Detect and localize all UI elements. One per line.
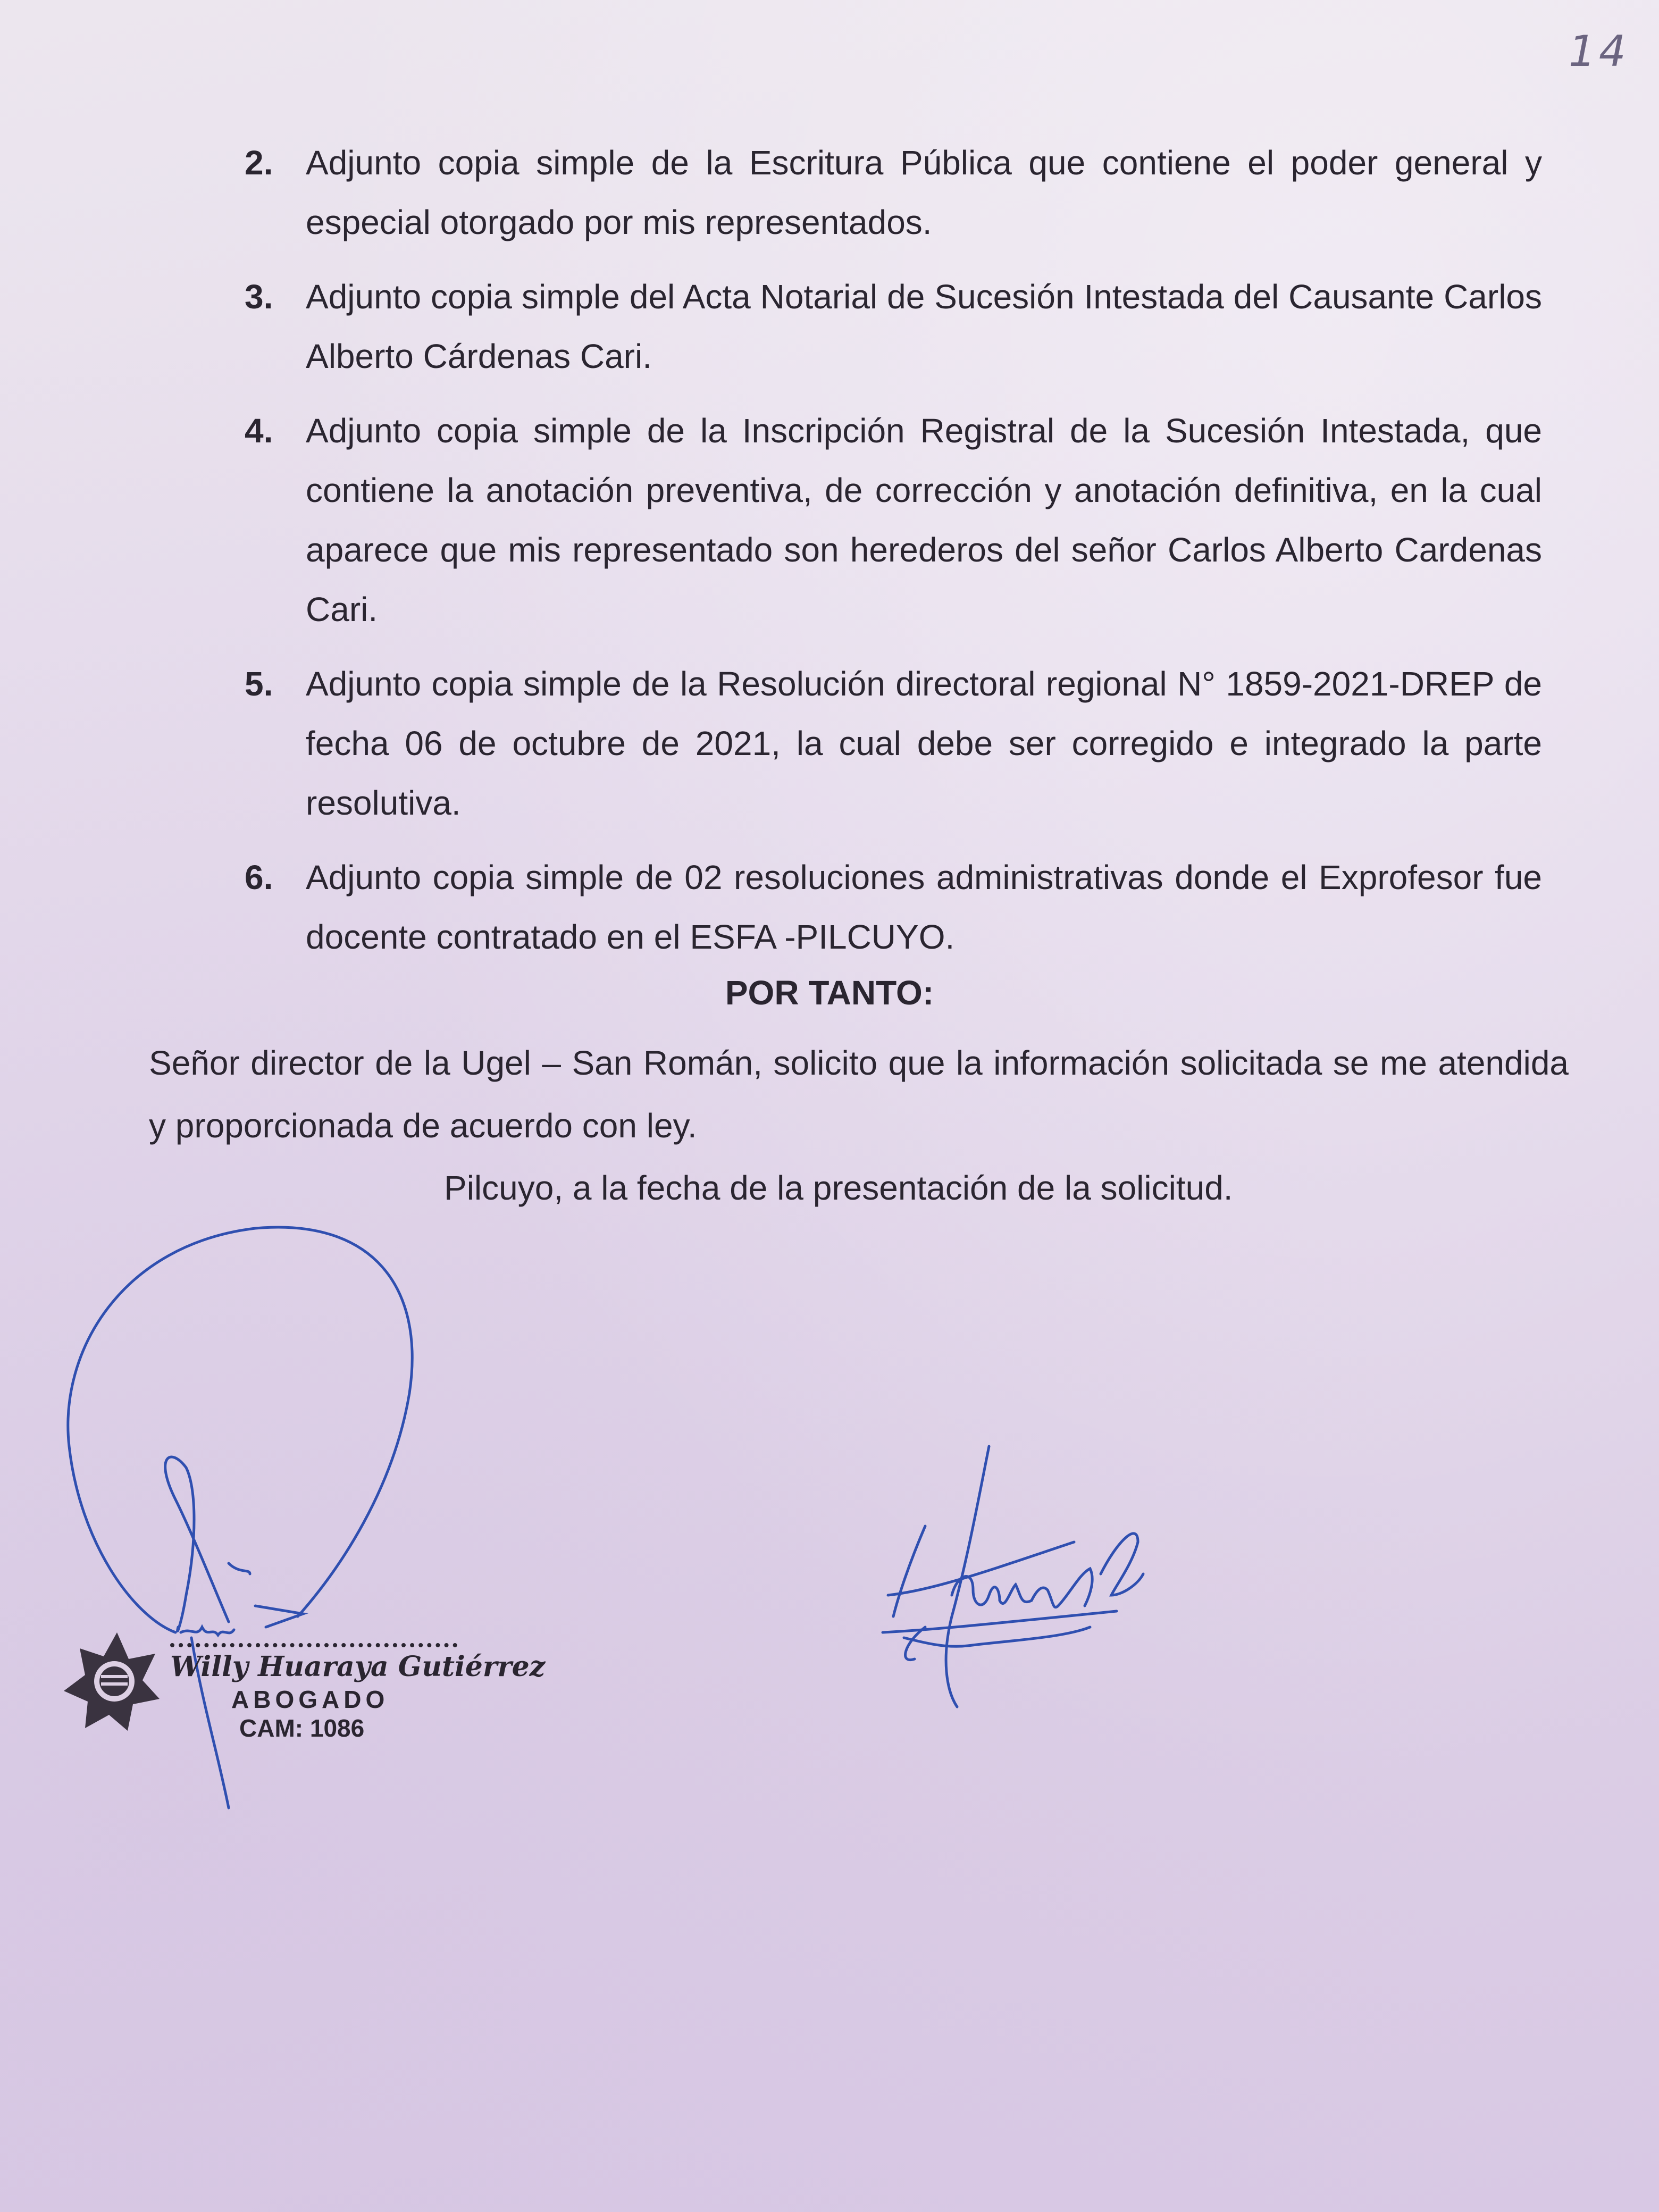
item-number: 3.	[245, 278, 273, 316]
lawyer-title: ABOGADO	[231, 1686, 389, 1713]
seal-icon	[64, 1632, 160, 1731]
item-number: 4.	[245, 412, 273, 450]
lawyer-stamp	[170, 1643, 546, 1742]
item-text: Adjunto copia simple del Acta Notarial de Sucesión Intestada del Causante Carlos Alberto Cárdenas Cari.	[306, 278, 1542, 375]
item-number: 2.	[245, 144, 273, 182]
list-item	[245, 401, 1542, 639]
closing-line: Pilcuyo, a la fecha de la presentación de la solicitud.	[444, 1169, 1233, 1207]
attachments-list	[245, 133, 1542, 982]
list-item	[245, 267, 1542, 386]
request-paragraph: Señor director de la Ugel – San Román, solicito que la información solicitada se me atendida y proporcionada de acuerdo con ley.	[149, 1044, 1569, 1145]
list-item	[245, 654, 1542, 833]
item-text: Adjunto copia simple de la Escritura Pública que contiene el poder general y especial otorgado por mis representados.	[306, 144, 1542, 241]
lawyer-name: Willy Huaraya Gutiérrez	[170, 1650, 546, 1683]
list-item	[245, 848, 1542, 967]
item-number: 6.	[245, 858, 273, 896]
section-heading: POR TANTO:	[725, 974, 934, 1012]
list-item	[245, 133, 1542, 252]
item-number: 5.	[245, 665, 273, 703]
item-text: Adjunto copia simple de la Inscripción Registral de la Sucesión Intestada, que contiene la anotación preventiva, de corrección y anotación definitiva, en la cual aparece que mis representado son herederos del señor Carlos Alberto Cardenas Cari.	[306, 412, 1542, 629]
item-text: Adjunto copia simple de la Resolución directoral regional N° 1859-2021-DREP de fecha 06 de octubre de 2021, la cual debe ser corregido e integrado la parte resolutiva.	[306, 665, 1542, 822]
signature-line	[170, 1643, 457, 1647]
item-text: Adjunto copia simple de 02 resoluciones administrativas donde el Exprofesor fue docente contratado en el ESFA -PILCUYO.	[306, 858, 1542, 956]
client-signature-icon	[883, 1446, 1143, 1707]
page-number: 14	[1569, 27, 1629, 76]
lawyer-registration: CAM: 1086	[239, 1714, 365, 1742]
